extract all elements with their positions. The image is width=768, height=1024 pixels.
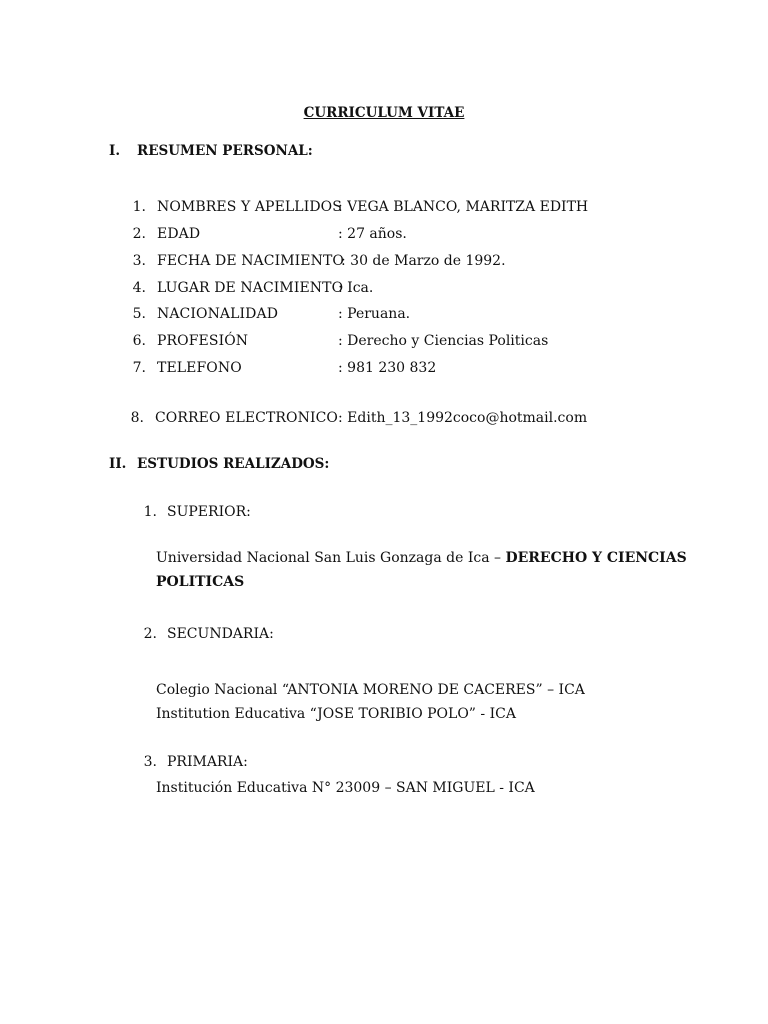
personal-item-number: 8. <box>130 410 144 426</box>
studies-superior-label: SUPERIOR: <box>167 504 251 520</box>
personal-item-number: 7. <box>132 360 146 376</box>
personal-item-number: 3. <box>132 253 146 269</box>
document-title: CURRICULUM VITAE <box>303 105 465 121</box>
personal-item-label: PROFESIÓN <box>157 333 249 349</box>
personal-item-value: : 27 años. <box>338 226 407 242</box>
personal-item-value: : Ica. <box>338 280 374 296</box>
section-2-title: ESTUDIOS REALIZADOS: <box>137 456 330 472</box>
personal-item-label: EDAD <box>157 226 201 242</box>
personal-item-label: FECHA DE NACIMIENTO <box>157 253 344 269</box>
studies-superior-line1 <box>156 549 687 567</box>
personal-item-value: : 981 230 832 <box>338 360 437 376</box>
studies-item-number: 3. <box>143 754 157 770</box>
personal-item-value: : Peruana. <box>338 306 411 322</box>
career-name: DERECHO Y CIENCIAS <box>505 550 687 566</box>
studies-primaria-label: PRIMARIA: <box>167 754 248 770</box>
section-2-number: II. <box>109 456 127 472</box>
university-name: Universidad Nacional San Luis Gonzaga de Ica – <box>156 550 506 566</box>
personal-item-number: 6. <box>132 333 146 349</box>
secundaria-school-1: Colegio Nacional “ANTONIA MORENO DE CACERES” – ICA <box>156 682 585 698</box>
secundaria-school-2: Institution Educativa “JOSE TORIBIO POLO” - ICA <box>156 706 516 722</box>
personal-item-label: NACIONALIDAD <box>157 306 279 322</box>
personal-item-value: : 30 de Marzo de 1992. <box>341 253 506 269</box>
primaria-school: Institución Educativa N° 23009 – SAN MIGUEL - ICA <box>156 780 535 796</box>
personal-item-label: TELEFONO <box>157 360 242 376</box>
personal-item-value: : Edith_13_1992coco@hotmail.com <box>338 410 588 426</box>
personal-item-number: 1. <box>132 199 146 215</box>
personal-item-value: : VEGA BLANCO, MARITZA EDITH <box>338 199 589 215</box>
career-name-continued: POLITICAS <box>156 574 245 590</box>
studies-secundaria-label: SECUNDARIA: <box>167 626 274 642</box>
personal-item-number: 4. <box>132 280 146 296</box>
section-1-title: RESUMEN PERSONAL: <box>137 143 313 159</box>
section-1-number: I. <box>109 143 121 159</box>
personal-item-label: CORREO ELECTRONICO <box>155 410 338 426</box>
studies-item-number: 2. <box>143 626 157 642</box>
personal-item-number: 2. <box>132 226 146 242</box>
personal-item-number: 5. <box>132 306 146 322</box>
personal-item-label: NOMBRES Y APELLIDOS <box>157 199 342 215</box>
personal-item-label: LUGAR DE NACIMIENTO <box>157 280 344 296</box>
studies-item-number: 1. <box>143 504 157 520</box>
personal-item-value: : Derecho y Ciencias Politicas <box>338 333 549 349</box>
